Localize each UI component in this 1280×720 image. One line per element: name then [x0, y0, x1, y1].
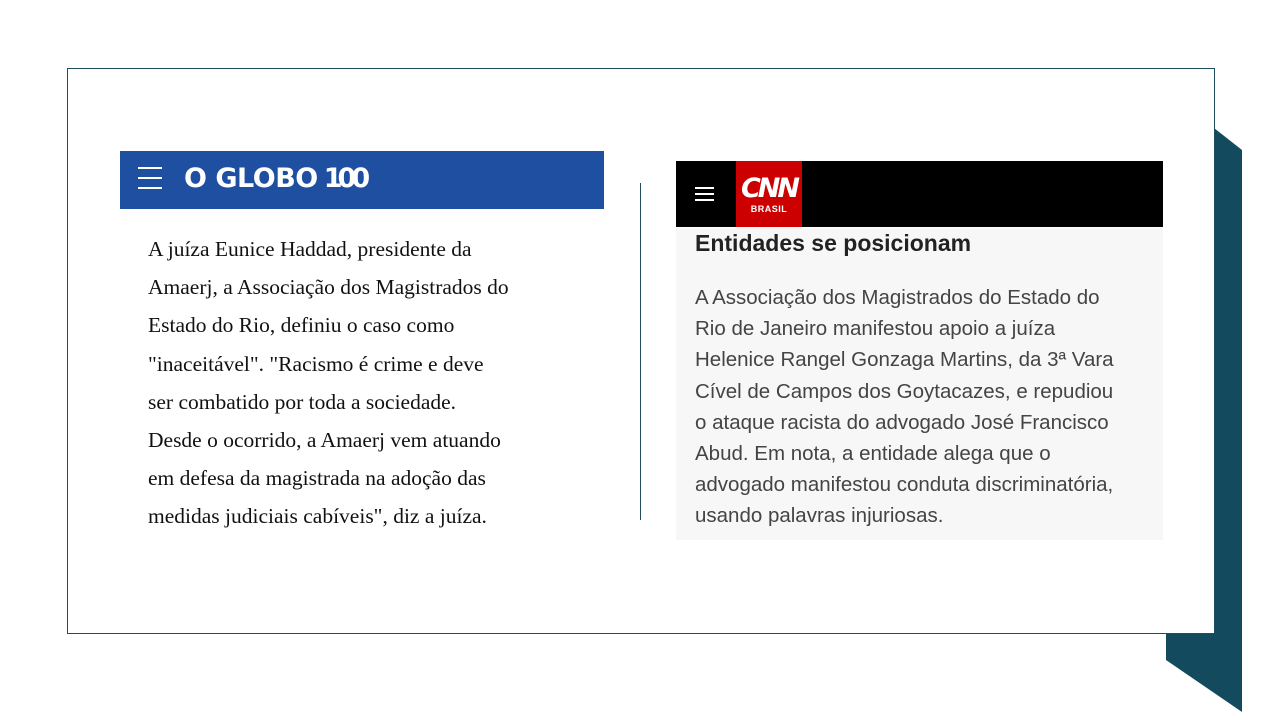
- globo-logo-number: 100: [323, 163, 366, 194]
- cnn-brasil-logo[interactable]: [736, 161, 802, 227]
- globo-hamburger-menu-icon[interactable]: [138, 167, 164, 191]
- globo-logo-text: O GLOBO: [184, 163, 318, 194]
- cnn-line: A Associação dos Magistrados do Estado do: [695, 286, 1100, 309]
- vertical-divider: [640, 183, 641, 520]
- cnn-logo-subtext: BRASIL: [750, 204, 788, 214]
- cnn-line: advogado manifestou conduta discriminatória,: [695, 473, 1114, 497]
- globo-line: Estado do Rio, definiu o caso como: [148, 313, 455, 338]
- globo-line: "inaceitável". "Racismo é crime e deve: [148, 351, 484, 376]
- cnn-line: usando palavras injuriosas.: [695, 504, 944, 528]
- cnn-line: o ataque racista do advogado José Francisco: [695, 410, 1109, 434]
- globo-line: Amaerj, a Associação dos Magistrados do: [148, 275, 509, 300]
- globo-article-text: [148, 230, 588, 536]
- cnn-line: Cível de Campos dos Goytacazes, e repudiou: [695, 379, 1114, 403]
- globo-line: ser combatido por toda a sociedade.: [148, 389, 457, 414]
- globo-logo: [184, 163, 365, 195]
- cnn-line: Rio de Janeiro manifestou apoio a juíza: [695, 317, 1056, 341]
- cnn-logo-text: CNN: [740, 173, 797, 204]
- globo-line: Desde o ocorrido, a Amaerj vem atuando: [148, 428, 501, 453]
- cnn-article-heading: Entidades se posicionam: [695, 230, 972, 256]
- globo-line: A juíza Eunice Haddad, presidente da: [148, 237, 472, 261]
- cnn-article-text: [695, 282, 1155, 532]
- cnn-line: Abud. Em nota, a entidade alega que o: [695, 442, 1051, 466]
- globo-line: medidas judiciais cabíveis", diz a juíza.: [148, 504, 487, 529]
- globo-line: em defesa da magistrada na adoção das: [148, 466, 486, 491]
- cnn-hamburger-menu-icon[interactable]: [695, 187, 715, 203]
- cnn-line: Helenice Rangel Gonzaga Martins, da 3ª Vara: [695, 348, 1114, 372]
